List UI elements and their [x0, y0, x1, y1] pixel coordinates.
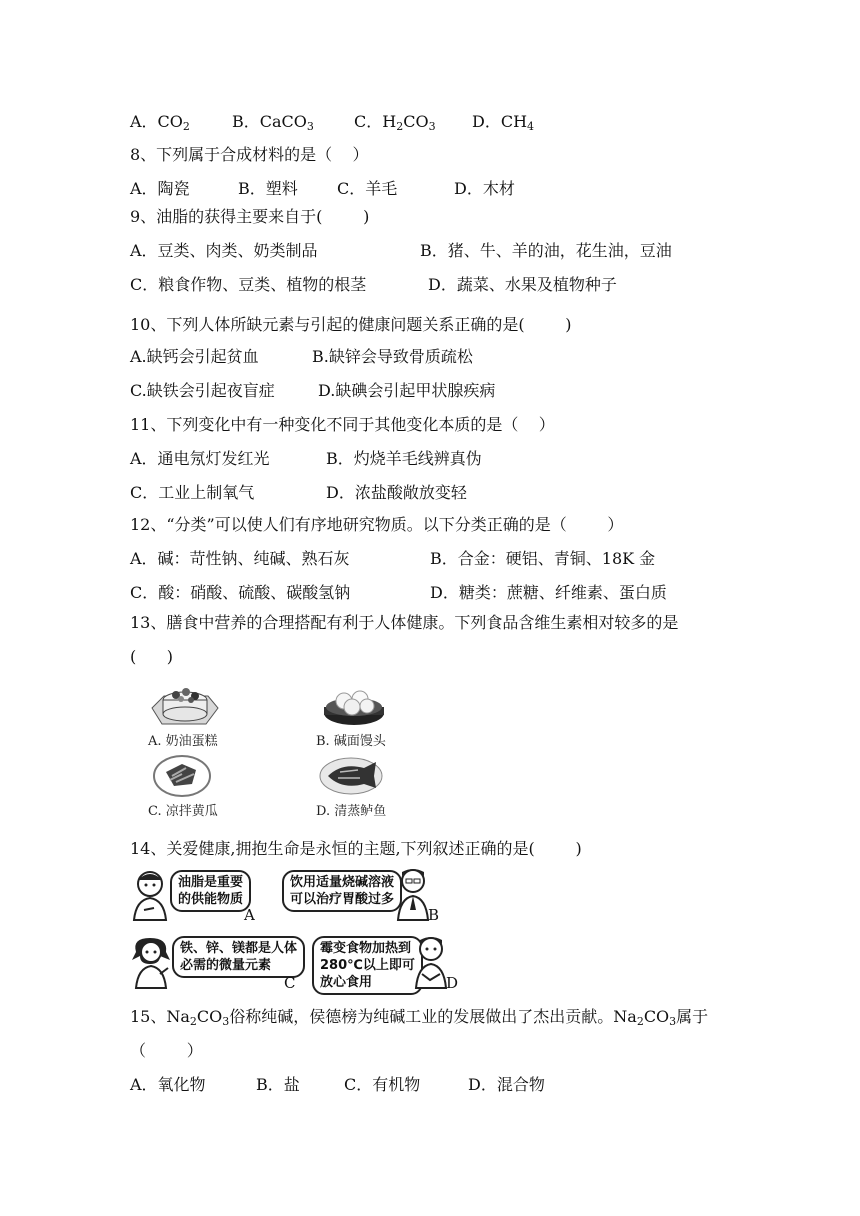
q7-option-b: B．CaCO$_3$: [232, 112, 314, 133]
man-figure-d-icon: [414, 934, 448, 990]
q11-option-c: C．工业上制氧气: [130, 483, 255, 502]
q10-option-c: C.缺铁会引起夜盲症: [130, 381, 275, 400]
q14-label-c: C: [284, 974, 296, 992]
steamed-fish-caption: D. 清蒸鲈鱼: [316, 804, 387, 819]
q10-stem: 10、下列人体所缺元素与引起的健康问题关系正确的是( ): [130, 315, 572, 334]
q7-option-d: D．$CH_4$: [472, 112, 535, 133]
q8-option-c: C．羊毛: [337, 179, 398, 198]
q12-option-d: D．糖类：蔗糖、纤维素、蛋白质: [430, 583, 667, 602]
q14-label-d: D: [446, 974, 459, 992]
cucumber-salad-image: [152, 754, 212, 798]
bubble-b: 饮用适量烧碱溶液 可以治疗胃酸过多: [282, 870, 402, 912]
cucumber-salad-caption: C. 凉拌黄瓜: [148, 804, 218, 819]
q13-stem-blank: ( ): [130, 647, 173, 666]
bubble-c: 铁、锌、镁都是人体 必需的微量元素: [172, 936, 305, 978]
q8-stem: 8、下列属于合成材料的是（ ）: [130, 145, 369, 164]
q9-option-c: C．粮食作物、豆类、植物的根茎: [130, 275, 367, 294]
cake-caption: A. 奶油蛋糕: [148, 734, 218, 749]
bubble-a: 油脂是重要 的供能物质: [170, 870, 251, 912]
steamed-bun-caption: B. 碱面馒头: [316, 734, 386, 749]
girl-figure-icon: [130, 934, 172, 990]
q9-stem: 9、油脂的获得主要来自于( ): [130, 207, 370, 226]
q10-option-d: D.缺碘会引起甲状腺疾病: [318, 381, 496, 400]
q15-stem: 15、$Na_2CO_3$俗称纯碱，侯德榜为纯碱工业的发展做出了杰出贡献。$Na_2CO_3$属于: [130, 1007, 709, 1028]
q15-option-c: C．有机物: [344, 1075, 421, 1094]
q15-option-b: B．盐: [256, 1075, 300, 1094]
q13-stem: 13、膳食中营养的合理搭配有利于人体健康。下列食品含维生素相对较多的是: [130, 613, 679, 632]
q11-stem: 11、下列变化中有一种变化不同于其他变化本质的是（ ）: [130, 415, 555, 434]
bubble-d: 霉变食物加热到 280℃以上即可 放心食用: [312, 936, 423, 995]
q15-option-a: A．氧化物: [130, 1075, 206, 1094]
steamed-fish-image: [318, 754, 384, 798]
q8-option-a: A．陶瓷: [130, 179, 190, 198]
q11-option-b: B．灼烧羊毛线辨真伪: [326, 449, 482, 468]
q14-label-b: B: [428, 906, 440, 924]
q12-option-c: C．酸：硝酸、硫酸、碳酸氢钠: [130, 583, 351, 602]
q7-option-c: C．$H_2CO_3$: [354, 112, 436, 133]
q10-option-b: B.缺锌会导致骨质疏松: [312, 347, 473, 366]
q12-option-a: A．碱：苛性钠、纯碱、熟石灰: [130, 549, 350, 568]
q9-option-d: D．蔬菜、水果及植物种子: [428, 275, 617, 294]
q15-stem-blank: （ ）: [130, 1041, 203, 1060]
q8-option-b: B．塑料: [238, 179, 298, 198]
q12-option-b: B．合金：硬铝、青铜、18K 金: [430, 549, 656, 568]
q8-option-d: D．木材: [454, 179, 515, 198]
man-figure-icon: [396, 866, 430, 922]
q11-option-a: A．通电氖灯发红光: [130, 449, 270, 468]
boy-figure-icon: [130, 868, 170, 922]
steamed-bun-image: [322, 683, 386, 727]
q9-option-a: A．豆类、肉类、奶类制品: [130, 241, 318, 260]
q7-option-a: A．$CO_2$: [130, 112, 190, 133]
q9-option-b: B．猪、牛、羊的油，花生油，豆油: [420, 241, 672, 260]
q14-label-a: A: [244, 906, 255, 924]
q11-option-d: D．浓盐酸敞放变轻: [326, 483, 467, 502]
q12-stem: 12、“分类”可以使人们有序地研究物质。以下分类正确的是（ ）: [130, 515, 624, 534]
q14-stem: 14、关爱健康,拥抱生命是永恒的主题,下列叙述正确的是( ): [130, 839, 582, 858]
cake-image: [148, 678, 222, 728]
q10-option-a: A.缺钙会引起贫血: [130, 347, 259, 366]
q15-option-d: D．混合物: [468, 1075, 545, 1094]
